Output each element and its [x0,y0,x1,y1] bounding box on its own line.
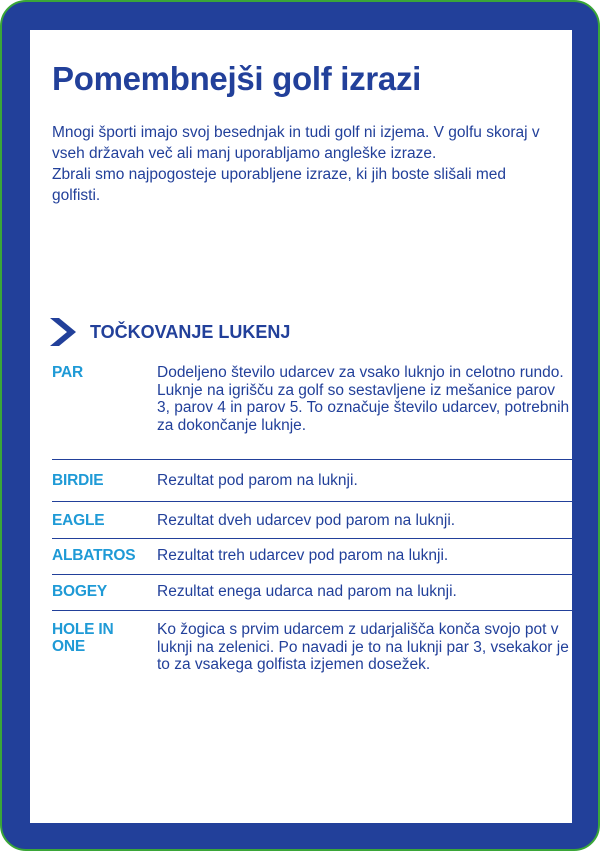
term-row-hole-in-one [52,611,572,701]
term-definition: Rezultat enega udarca nad parom na luknji. [157,583,457,600]
term-definition: Rezultat pod parom na luknji. [157,472,358,489]
card-content [30,30,572,823]
term-name: PAR [52,364,83,381]
term-row-birdie [52,460,572,502]
chevron-right-icon [50,318,76,346]
intro-paragraph: Zbrali smo najpogosteje uporabljene izraze, ki jih boste slišali med golfisti. [52,166,507,204]
intro-text [52,122,552,206]
term-row-bogey [52,575,572,611]
terms-list [52,360,572,701]
term-name: EAGLE [52,512,105,529]
term-row-albatros [52,539,572,575]
term-name: BOGEY [52,583,107,600]
section-title: TOČKOVANJE LUKENJ [90,321,291,342]
section-heading [50,317,290,347]
term-row-par [52,360,572,460]
term-row-eagle [52,502,572,539]
term-definition: Rezultat dveh udarcev pod parom na luknji. [157,512,456,529]
page-title: Pomembnejši golf izrazi [52,60,422,97]
term-definition: Ko žogica s prvim udarcem z udarjališča konča svojo pot v luknji na zelenici. Po navadi je to na luknji par 3, vsekakor je to za vsakega golfista izjemen dosežek. [157,621,569,673]
term-name: BIRDIE [52,472,104,489]
intro-paragraph: Mnogi športi imajo svoj besednjak in tudi golf ni izjema. V golfu skoraj v vseh državah več ali manj uporabljamo angleške izraze. [52,124,540,162]
term-definition: Rezultat treh udarcev pod parom na luknji. [157,547,449,564]
term-definition: Dodeljeno število udarcev za vsako luknjo in celotno rundo. Luknje na igrišču za golf so sestavljene iz mešanice parov 3, parov 4 in parov 5. To označuje število udarcev, potrebnih za dokončanje luknje. [157,364,570,434]
term-name: HOLE IN ONE [52,621,114,655]
term-name: ALBATROS [52,547,136,564]
